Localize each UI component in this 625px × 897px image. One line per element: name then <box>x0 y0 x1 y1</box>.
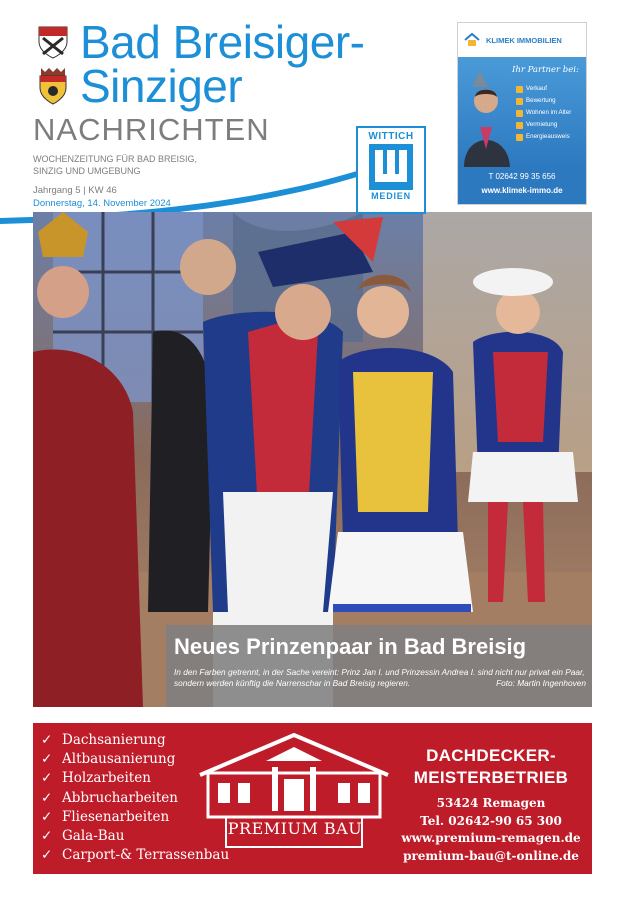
list-item: ✓ Gala-Bau <box>41 827 229 846</box>
newspaper-title-line-1: Bad Breisiger- <box>80 16 365 68</box>
list-item: ✓ Abbrucharbeiten <box>41 789 229 808</box>
list-item: Vermietung <box>516 119 571 131</box>
contact-title-line-2: MEISTERBETRIEB <box>413 768 569 787</box>
issue-number: Jahrgang 5 | KW 46 <box>33 185 117 196</box>
photo-credit: Foto: Martin Ingenhoven <box>496 677 586 688</box>
check-icon <box>516 98 523 105</box>
logo-name: WITTICH <box>368 131 414 142</box>
contact-email-link[interactable]: premium-bau@t-online.de <box>403 848 579 863</box>
newspaper-title-line-2: Sinziger <box>80 60 243 112</box>
check-icon <box>516 86 523 93</box>
list-item: Verkauf <box>516 83 571 95</box>
cover-caption <box>174 667 586 688</box>
checkmark-icon: ✓ <box>41 847 53 864</box>
checkmark-icon: ✓ <box>41 789 53 806</box>
list-item: ✓ Fliesenarbeiten <box>41 808 229 827</box>
coat-of-arms-icon <box>37 66 69 106</box>
agent-portrait <box>458 57 518 167</box>
company-name: PREMIUM BAU <box>227 819 363 838</box>
check-icon <box>516 122 523 129</box>
caption-text: In den Farben getrennt, in der Sache vereint: Prinz Jan I. und Prinzessin Andrea I. sind nicht nur privat ein Paar, sondern werden künftig die Narrenschar in Bad Breisig regieren. <box>174 667 585 688</box>
newspaper-subtitle: NACHRICHTEN <box>33 112 270 147</box>
partner-heading: Ihr Partner bei: <box>512 65 579 75</box>
agent-photo-area <box>458 57 586 167</box>
wittich-medien-logo <box>356 126 426 214</box>
premium-bau-ad[interactable] <box>33 723 592 874</box>
checkmark-icon: ✓ <box>41 751 53 768</box>
list-item: Energieausweis <box>516 131 571 143</box>
issue-date: Donnerstag, 14. November 2024 <box>33 198 171 209</box>
ad-brand-name: KLIMEK IMMOBILIEN <box>486 35 562 45</box>
checkmark-icon: ✓ <box>41 732 53 748</box>
tagline-line-2: SINZIG UND UMGEBUNG <box>33 166 141 176</box>
logo-sub: MEDIEN <box>371 191 411 201</box>
ad-website-link[interactable]: www.klimek-immo.de <box>481 186 563 195</box>
coat-of-arms-icon <box>37 24 69 60</box>
contact-website-link[interactable]: www.premium-remagen.de <box>401 831 581 845</box>
list-item: Bewertung <box>516 95 571 107</box>
check-icon <box>516 110 523 117</box>
checkmark-icon: ✓ <box>41 808 53 825</box>
tagline-line-1: WOCHENZEITUNG FÜR BAD BREISIG, <box>33 154 198 164</box>
cover-headline[interactable]: Neues Prinzenpaar in Bad Breisig <box>174 634 527 659</box>
contact-address: 53424 Remagen <box>436 796 546 810</box>
list-item: ✓ Altbausanierung <box>41 750 229 769</box>
list-item: ✓ Carport-& Terrassenbau <box>41 846 229 865</box>
list-item: ✓ Dachsanierung <box>41 731 229 750</box>
checkmark-icon: ✓ <box>41 770 53 787</box>
real-estate-ad[interactable] <box>457 22 587 205</box>
realestate-service-list <box>516 83 571 143</box>
cover-caption-box <box>166 625 592 707</box>
checkmark-icon: ✓ <box>41 828 53 845</box>
contact-block <box>396 745 586 865</box>
contact-title-line-1: DACHDECKER- <box>426 746 556 765</box>
check-icon <box>516 134 523 141</box>
list-item: Wohnen im Alter <box>516 107 571 119</box>
contact-phone[interactable]: Tel. 02642-90 65 300 <box>420 813 562 828</box>
house-logo-icon <box>464 32 480 48</box>
ad-phone: T 02642 99 35 656 <box>488 172 556 181</box>
wittich-logo-icon <box>369 144 413 190</box>
list-item: ✓ Holzarbeiten <box>41 769 229 788</box>
